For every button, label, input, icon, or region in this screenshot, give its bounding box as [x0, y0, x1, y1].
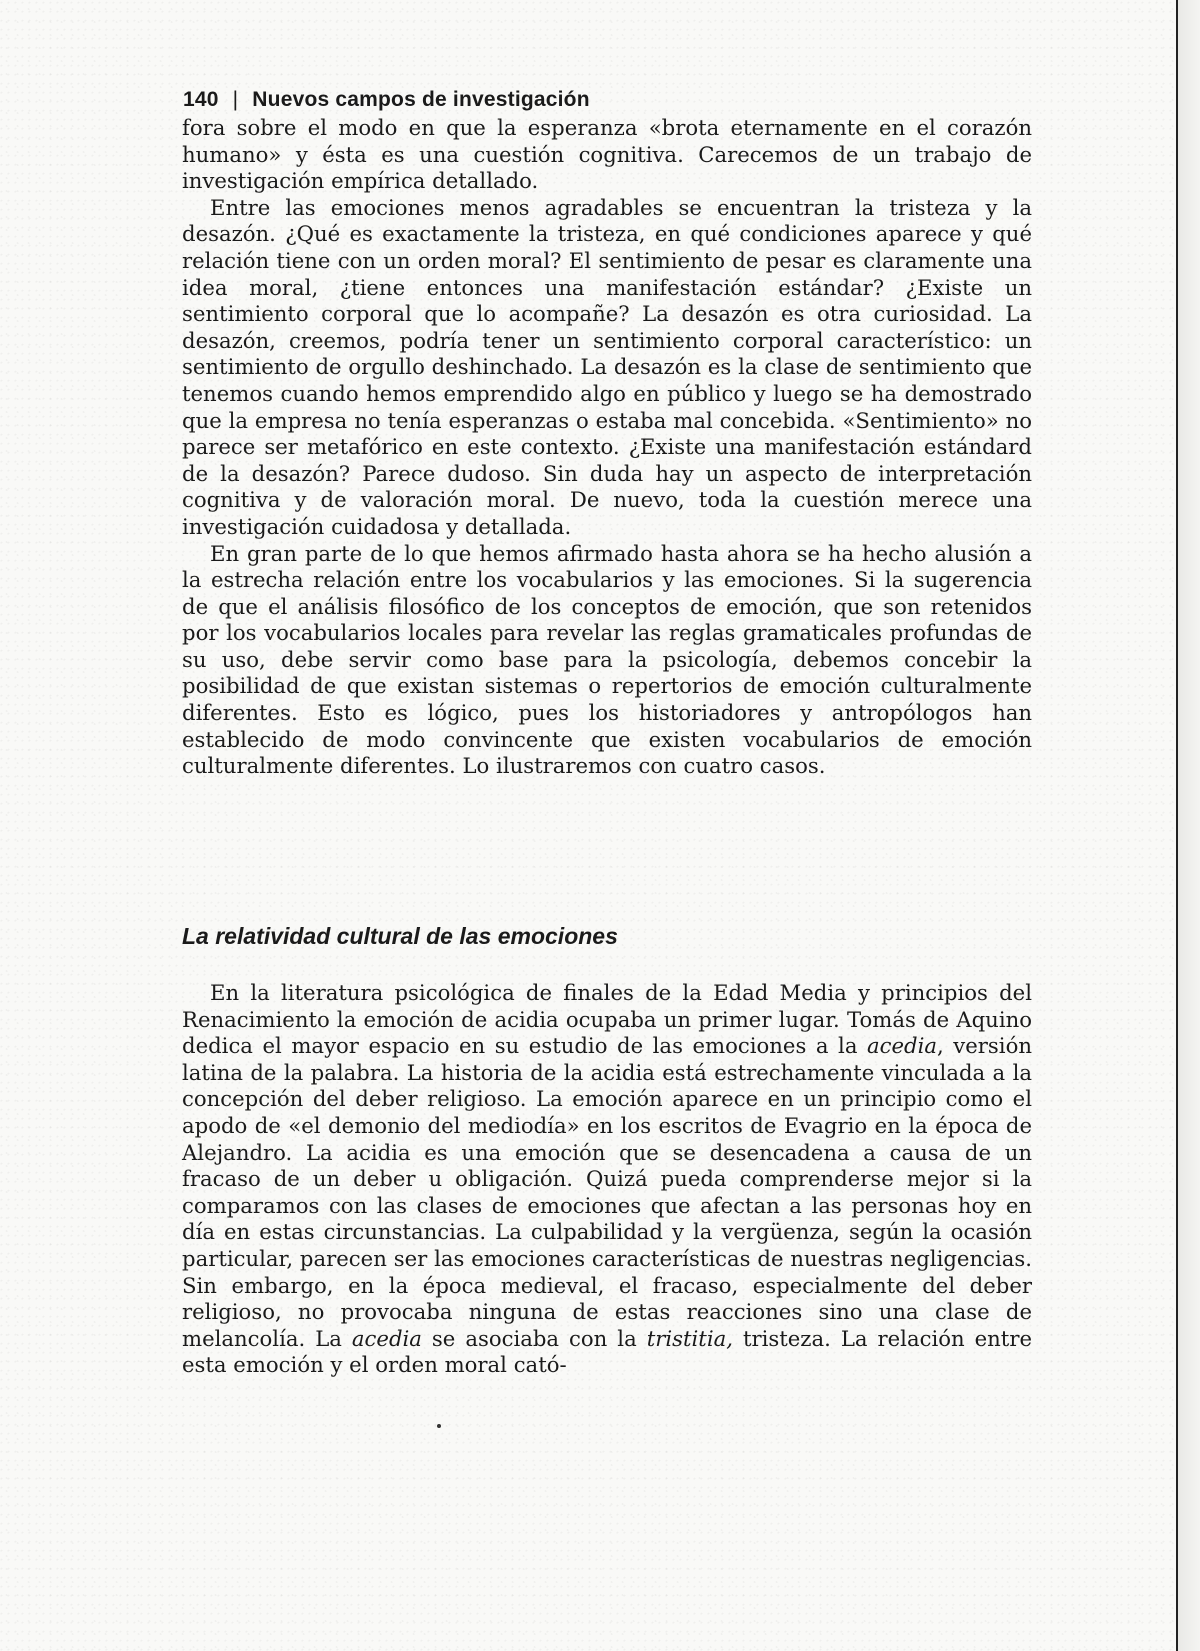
- running-header: [183, 88, 590, 112]
- body-text-before-section: [182, 115, 1032, 780]
- body-text-section: [182, 980, 1032, 1379]
- italic-term-acedia: acedia: [867, 1033, 938, 1059]
- italic-term-tristitia: tristitia,: [646, 1325, 733, 1351]
- text-run: , versión latina de la palabra. La historia de la acidia está estrechamente vinculada a la concepción del deber religioso. La emoción aparece en un principio como el apodo de «el demonio del mediodía» en los escritos de Evagrio en la época de Alejandro. La acidia es una emoción que se desencadena a causa de un fracaso de un deber u obligación. Quizá pueda comprenderse mejor si la comparamos con las clases de emociones que afectan a las personas hoy en día en estas circunstancias. La culpabilidad y la vergüenza, según la ocasión particular, parecen ser las emociones características de nuestras negligencias. Sin embargo, en la época medieval, el fracaso, especialmente del deber religioso, no provocaba ninguna de estas reacciones sino una clase de melancolía. La: [182, 1033, 1032, 1351]
- paragraph-vocabularios: En gran parte de lo que hemos afirmado hasta ahora se ha hecho alusión a la estrecha relación entre los vocabularios y las emociones. Si la sugerencia de que el análisis filosófico de los conceptos de emoción, que son retenidos por los vocabularios locales para revelar las reglas gramaticales profundas de su uso, debe servir como base para la psicología, debemos concebir la posibilidad de que existan sistemas o repertorios de emoción culturalmente diferentes. Esto es lógico, pues los historiadores y antropólogos han establecido de modo convincente que existen vocabularios de emoción culturalmente diferentes. Lo ilustraremos con cuatro casos.: [182, 540, 1032, 779]
- text-run: se asociaba con la: [421, 1325, 647, 1351]
- text-run: En la literatura psicológica de finales de la Edad Media y principios del Renacimiento la emoción de acidia ocupaba un primer lugar. Tomás de Aquino dedica el mayor espacio en su estudio de las emociones a la: [182, 980, 1032, 1059]
- header-separator: |: [232, 88, 239, 111]
- running-title: Nuevos campos de investigación: [252, 88, 590, 111]
- paragraph-acidia: [182, 980, 1032, 1379]
- text-run: tristeza. La relación entre esta emoción y el orden moral cató-: [182, 1325, 1032, 1378]
- section-heading: La relatividad cultural de las emociones: [182, 923, 618, 949]
- page-edge: [1176, 0, 1200, 1651]
- paragraph-tristeza-desazon: Entre las emociones menos agradables se encuentran la tristeza y la desazón. ¿Qué es exactamente la tristeza, en qué condiciones aparece y qué relación tiene con un orden moral? El sentimiento de pesar es claramente una idea moral, ¿tiene entonces una manifestación estándar? ¿Existe un sentimiento corporal que lo acompañe? La desazón es otra curiosidad. La desazón, creemos, podría tener un sentimiento corporal característico: un sentimiento de orgullo deshinchado. La desazón es la clase de sentimiento que tenemos cuando hemos emprendido algo en público y luego se ha demostrado que la empresa no tenía esperanzas o estaba mal concebida. «Sentimiento» no parece ser metafórico en este contexto. ¿Existe una manifestación estándard de la desazón? Parece dudoso. Sin duda hay un aspecto de interpretación cognitiva y de valoración moral. De nuevo, toda la cuestión merece una investigación cuidadosa y detallada.: [182, 194, 1032, 539]
- scan-speck: [437, 1424, 441, 1428]
- italic-term-acedia: acedia: [351, 1325, 422, 1351]
- page-number: 140: [183, 88, 219, 111]
- paragraph-continuation: fora sobre el modo en que la esperanza «brota eternamente en el corazón humano» y ésta es una cuestión cognitiva. Carecemos de un trabajo de investigación empírica detallado.: [182, 115, 1032, 194]
